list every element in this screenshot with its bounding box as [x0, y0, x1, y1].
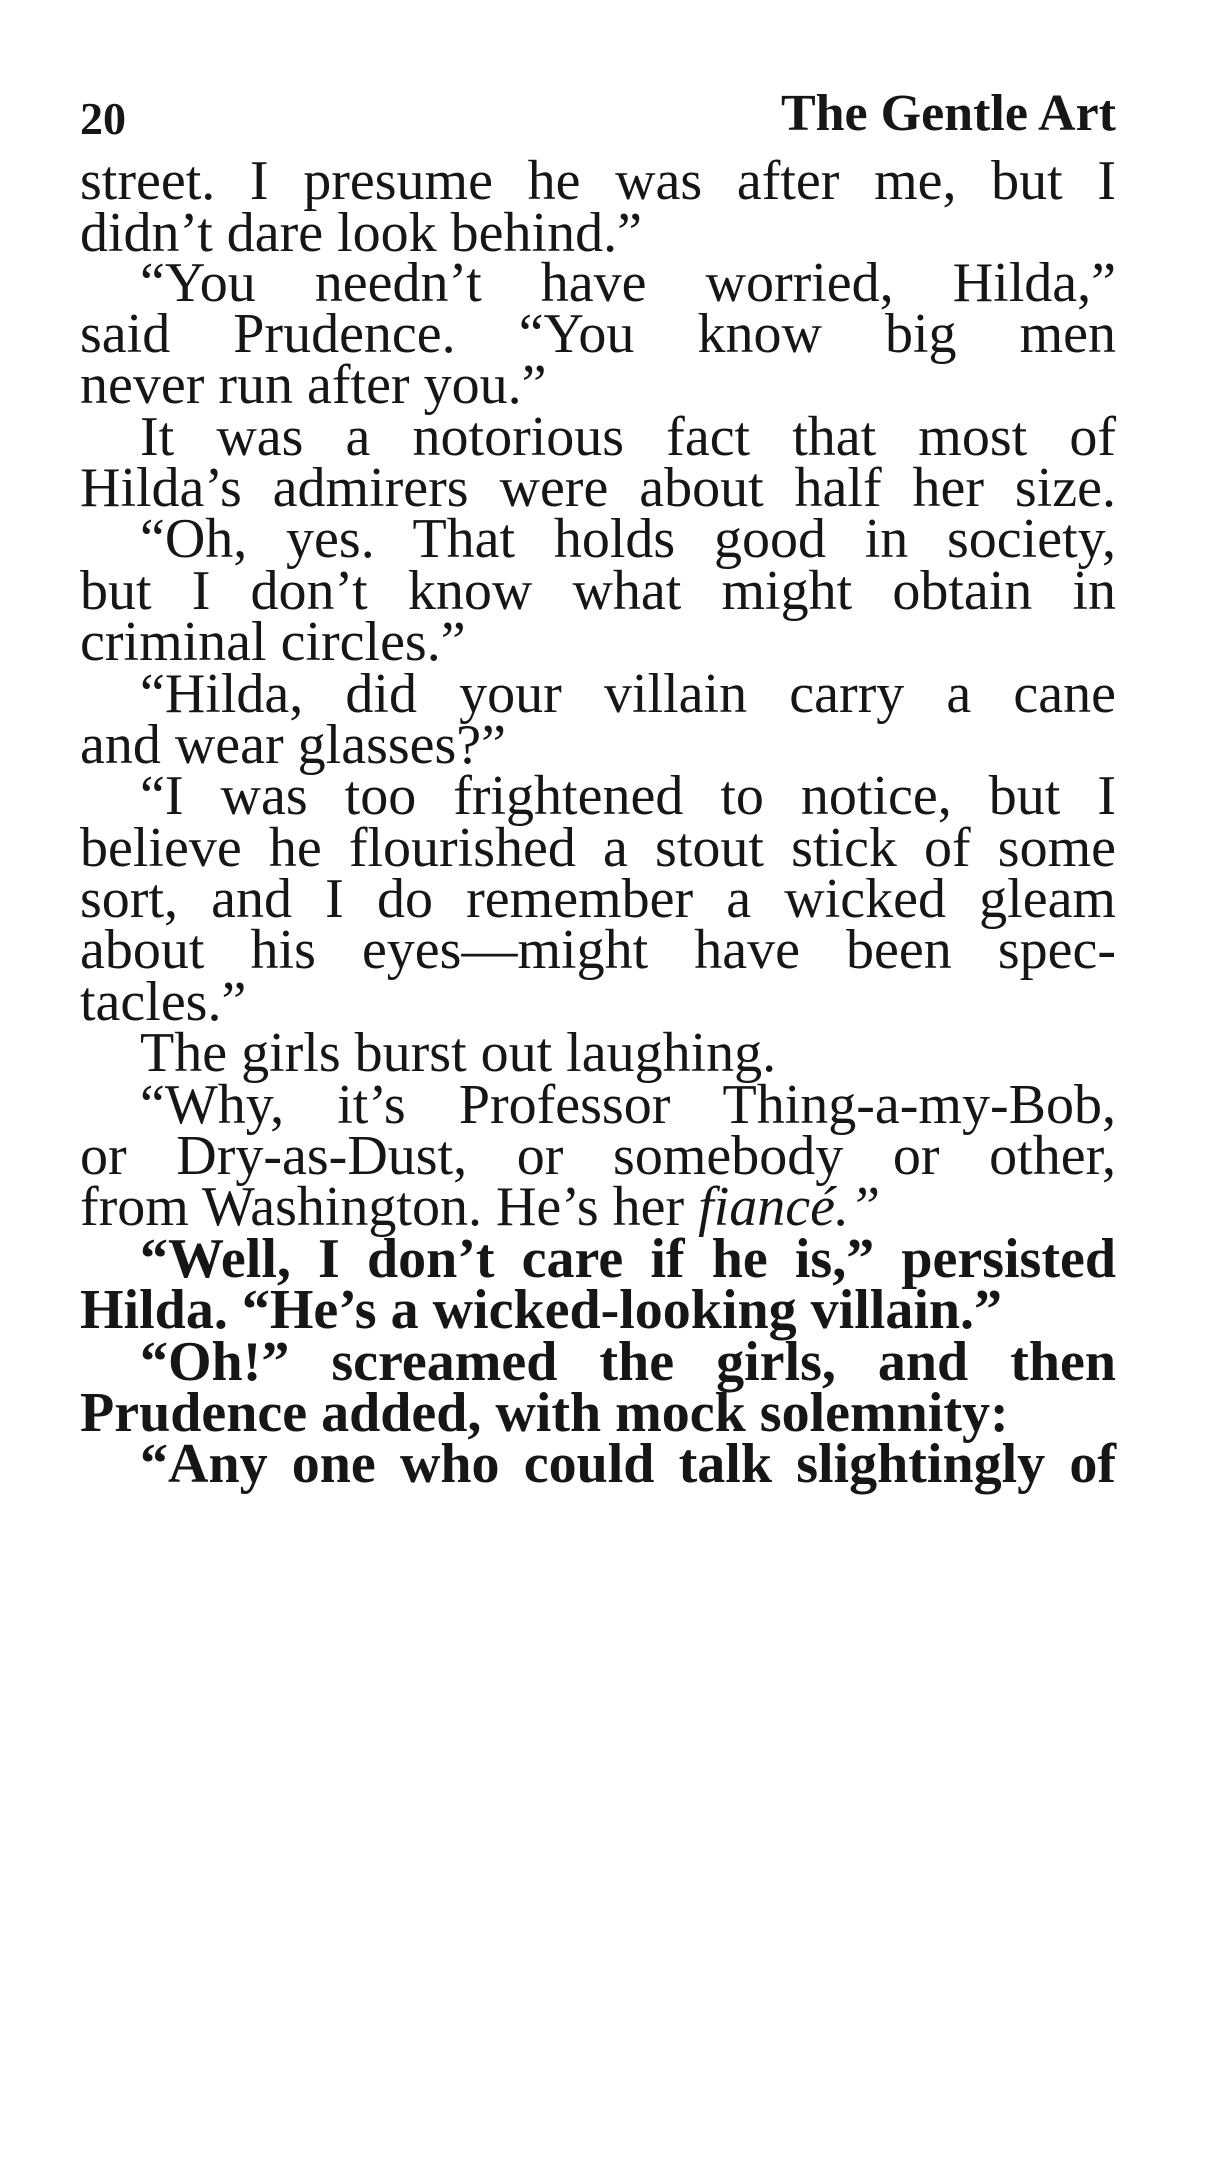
text-line: about his eyes—might have been spec-: [80, 919, 1116, 981]
text-line: Hilda’s admirers were about half her size.: [80, 457, 1116, 519]
text-line: and wear glasses?”: [80, 714, 507, 776]
text-line: “Oh, yes. That holds good in society,: [140, 508, 1116, 570]
page-number: 20: [80, 93, 126, 144]
text-line: It was a notorious fact that most of: [140, 406, 1116, 468]
text-line: but I don’t know what might obtain in: [80, 560, 1116, 622]
italic-word-fiance: fiancé.”: [698, 1176, 881, 1238]
text-line: or Dry-as-Dust, or somebody or other,: [80, 1125, 1116, 1187]
text-run: from Washington. He’s her: [80, 1176, 699, 1238]
text-line: “Why, it’s Professor Thing-a-my-Bob,: [140, 1074, 1116, 1136]
text-line: The girls burst out laughing.: [140, 1022, 777, 1084]
running-title: The Gentle Art: [780, 85, 1116, 142]
text-line: sort, and I do remember a wicked gleam: [80, 868, 1116, 930]
text-line: “Hilda, did your villain carry a cane: [140, 663, 1116, 725]
text-line: never run after you.”: [80, 354, 547, 416]
text-line: “I was too frightened to notice, but I: [140, 765, 1116, 827]
text-line: Hilda. “He’s a wicked-looking villain.”: [80, 1279, 1003, 1341]
text-line: believe he flourished a stout stick of some: [80, 817, 1116, 879]
text-line: “You needn’t have worried, Hilda,”: [140, 252, 1116, 314]
text-line: “Oh!” screamed the girls, and then: [140, 1331, 1116, 1393]
text-line: didn’t dare look behind.”: [80, 202, 642, 264]
text-line: “Well, I don’t care if he is,” persisted: [140, 1228, 1116, 1290]
text-line: “Any one who could talk slightingly of: [140, 1433, 1116, 1495]
text-line: tacles.”: [80, 971, 247, 1033]
text-line: criminal circles.”: [80, 611, 466, 673]
text-line: said Prudence. “You know big men: [80, 303, 1116, 365]
text-line: street. I presume he was after me, but I: [80, 150, 1116, 212]
text-line: Prudence added, with mock solemnity:: [80, 1382, 1009, 1444]
